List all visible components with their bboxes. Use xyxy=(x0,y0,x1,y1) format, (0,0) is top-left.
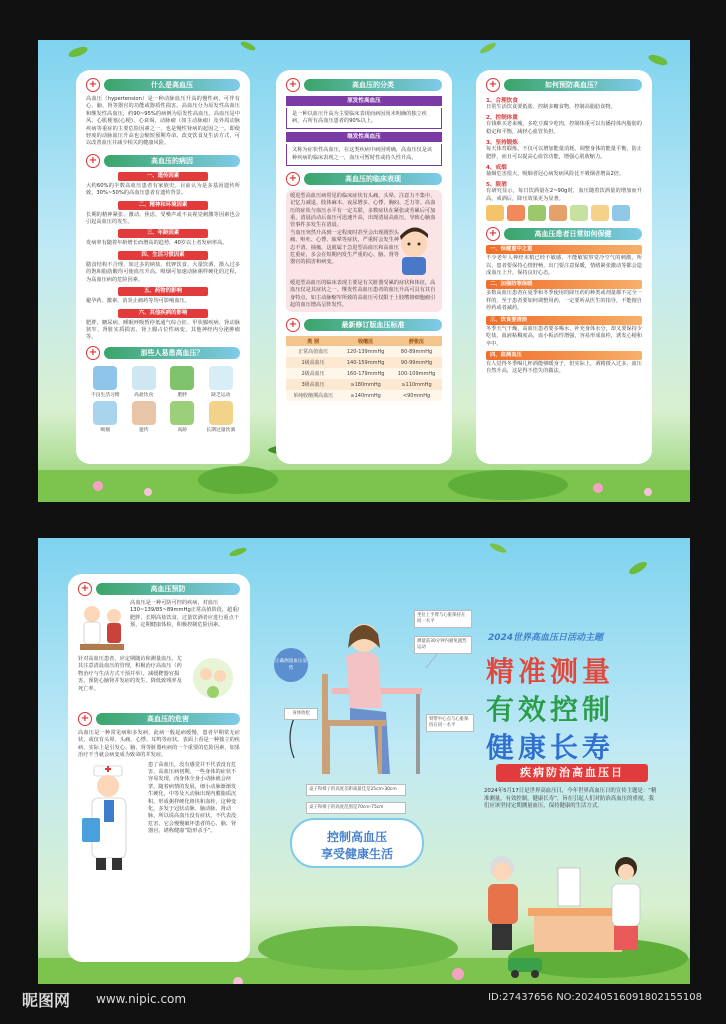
food-icon xyxy=(549,205,567,221)
daily-tag: 二、加强防寒保暖 xyxy=(486,280,642,289)
table-row: 1级高血压 140-159mmHg 90-99mmHg xyxy=(286,357,442,368)
cause-tag: 五、药物的影响 xyxy=(118,287,208,296)
risk-item: 不良生活习惯 xyxy=(88,366,123,398)
secondary-text: 又称为症状性高血压，在这类疾病中病因明确，高血压仅是该种疾病的临床表现之一，血压可暂时性或持久性升高。 xyxy=(286,144,442,165)
risk-item: 缺乏运动 xyxy=(204,366,239,398)
obesity-icon xyxy=(170,366,194,390)
brochure-outside-page xyxy=(38,538,690,1000)
prevent-text: 有钱难买老来瘦，多吃豆腐少吃肉，控制体重可以有播持体内脂肪的稳定和平衡，减轻心血管负担。 xyxy=(486,121,642,135)
posture-note: 桌子和椅子的高度范围是70cm-75cm xyxy=(306,802,406,814)
risk-item: 遗传 xyxy=(127,401,162,433)
watermark-logo: 昵图网 xyxy=(22,991,71,1010)
section-header xyxy=(286,172,442,186)
daily-text: 冬季天气干燥，高血压患者要多喝水，补充身体水分，却又要保持少吃盐，血液粘稠度高，血小板活性增强，容易形成血栓，诱发心梗和卒中。 xyxy=(486,325,642,347)
medical-cross-icon: + xyxy=(86,154,100,168)
prevent-text: 日常生活饮食要低盐、控制多糖食物，控制高脂肪食物。 xyxy=(486,104,616,110)
cause-tag: 三、年龄因素 xyxy=(118,229,208,238)
slogan-line: 控制高血压 xyxy=(326,830,387,844)
cause-tag: 二、精神和环境因素 xyxy=(118,201,208,210)
cover-ribbon: 疾病防治高血压日 xyxy=(496,764,648,782)
healthy-life-illustration xyxy=(186,656,240,704)
daily-text: 多数高血压患者在夏季和冬季使用的降压药的种类或剂量都不完全一样的，至于患者要如何调整用药，一定要听从医生的指导，不能擅自停药或者减药。 xyxy=(486,290,642,312)
section-title: 如何预防高血压？ xyxy=(504,79,642,91)
cover-title-3: 健康长寿 xyxy=(486,731,615,764)
food-icon xyxy=(486,205,504,221)
section-header xyxy=(86,346,240,360)
daily-tag: 四、监测血压 xyxy=(486,351,642,360)
posture-note: 坐位上手臂与心脏保持在同一水平 xyxy=(414,610,472,628)
section-title: 最新修订版血压标准 xyxy=(304,319,442,331)
prevention-row xyxy=(68,600,250,654)
section-title: 高血压患者日常如何保健 xyxy=(504,228,642,240)
cause-text: 膳食结构不合理，如过多的钠盐、低钾饮食、大量饮酒、摄入过多的饱和脂肪酸均可使血压升高。吸烟可加速动脉粥样硬化的过程，为高血压病的危险因素。 xyxy=(86,261,240,283)
medical-cross-icon: + xyxy=(286,318,300,332)
cover-intro: 2024年5月17日是世界高血压日，今年世界高血压日的宣传主题是：“精准测量，有效控制，健康长寿”，旨在引起人们对防治高血压的重视，我们应该坚持定期测量血压，保持健康的生活方式。 xyxy=(484,788,657,810)
food-icon xyxy=(612,205,630,221)
harm-text: 高血压是一种常见病和多发病，此病一般起病缓慢，患者早期常无症状，或仅有头晕、头痛、心悸、耳鸣等症状。表面上看是一种独立的疾病，实际上是引发心、脑、肾等脏器疾病的一个重要的危险因素，如果治疗不当就会病变成为致命的并发症。 xyxy=(78,730,240,759)
table-row: 单纯收缩期高血压 ≥140mmHg <90mmHg xyxy=(286,390,442,401)
daily-tag: 三、饮食要清淡 xyxy=(486,316,642,325)
slogan-line: 享受健康生活 xyxy=(320,847,393,861)
risk-item: 肥胖 xyxy=(165,366,200,398)
section-title: 什么是高血压 xyxy=(104,79,240,91)
risk-item: 长期过量饮酒 xyxy=(204,401,239,433)
sick-boy-illustration xyxy=(290,230,438,280)
cause-text: 大约60%的半数高血压患者有家族史。目前认为是多基因遗传所致，30%~50%的高血压患者有遗传背景。 xyxy=(86,182,240,197)
harm-text: 患了高血压，没有感觉并不代表没有危害，高血压病初期，一些身体的症状不容易发现，而身体全身小动脉就会痉挛，随着病情的发展，细小动脉渐渐发生硬化，中等及大动脉出现内膜脂质沉积，形成粥样硬化斑块和血栓，这种变化，多发于冠状动脉、脑动脉、肾动脉，所以说高血压没有症状，不代表没危害，它会慢慢破坏患者的心、脑、肾器官，堪称健康“隐形杀手”。 xyxy=(148,761,237,835)
risk-item: 高盐饮食 xyxy=(127,366,162,398)
section-title: 那些人易患高血压？ xyxy=(104,347,240,359)
habit-icon xyxy=(93,366,117,390)
cause-text: 避孕药、激素、消炎止痛药等均可影响血压。 xyxy=(86,298,190,305)
cause-tag: 六、其他疾病的影响 xyxy=(118,309,208,318)
table-header-row: 类 别 收缩压 舒张压 xyxy=(286,336,442,346)
brochure-inside-page xyxy=(38,40,690,502)
prevent-text: 抽烟危害很大，吸烟者冠心病发病风险比不吸烟者增高2倍。 xyxy=(486,171,625,178)
cause-text: 发病率有随着年龄增长而增高的趋势，40岁以上者发病率高。 xyxy=(86,240,228,247)
food-icon xyxy=(528,205,546,221)
medical-cross-icon: + xyxy=(86,78,100,92)
food-icon xyxy=(591,205,609,221)
primary-head: 原发性高血压 xyxy=(286,96,442,106)
medical-cross-icon: + xyxy=(286,78,300,92)
panel-what-is-hypertension xyxy=(76,70,250,464)
alcohol-icon xyxy=(209,401,233,425)
table-row: 3级高血压 ≥180mmHg ≥110mmHg xyxy=(286,379,442,390)
elderly-icon xyxy=(170,401,194,425)
posture-note: 测量前30分钟内避免剧烈运动 xyxy=(414,636,472,654)
medical-cross-icon: + xyxy=(78,582,92,596)
section-title: 高血压的病因 xyxy=(104,155,240,167)
food-icon xyxy=(570,205,588,221)
bp-standard-table xyxy=(286,336,442,401)
secondary-head: 继发性高血压 xyxy=(286,132,442,142)
sick-boy-icon xyxy=(392,224,438,276)
section-header xyxy=(86,78,240,92)
table-row: 正常高值血压 120-139mmHg 80-89mmHg xyxy=(286,346,442,357)
prevent-text: 每天体育锻炼，不仅可以增加能量消耗，调整身体的能量平衡，防止肥胖，而且可以提高心血管功能，增强心肌收缩力。 xyxy=(486,146,642,160)
daily-text: 有人觉得冬季喝几杯酒能够暖身子，但实际上，酒精摄入过多，血压自然升高，这是得不偿失的做法。 xyxy=(486,360,642,375)
no-exercise-icon xyxy=(209,366,233,390)
section-header xyxy=(78,582,240,596)
smoking-icon xyxy=(93,401,117,425)
prevent-tag: 5、限酒 xyxy=(486,182,507,189)
section-header xyxy=(86,154,240,168)
prevention-row xyxy=(68,654,250,704)
section-title: 高血压的分类 xyxy=(304,79,442,91)
prevention-text: 高血压是一种可防可控的疾病，对血压130~139/85~89mmHg正常高值阶段，超重/肥胖，长期高盐饮食，过量饮酒者应进行重点干预，定期健康体检，积极控制危险因素。 xyxy=(130,600,240,629)
daily-text: 不少老年人神经末梢已经不敏感，不能敏锐察觉冷空气的刺激，所以，患者要保持心情舒畅，出门要注意保暖，情绪紧张激动等都会造成血压上升，保持良好心态。 xyxy=(486,255,642,277)
watermark-bar xyxy=(0,984,726,1024)
section-title: 高血压预防 xyxy=(96,583,240,595)
table-row: 2级高血压 160-179mmHg 100-109mmHg xyxy=(286,368,442,379)
posture-note: 桌子和椅子的高度差距离最佳是25cm-30cm xyxy=(306,784,406,796)
prevention-text: 针对高血压患者，应定期随访和测量血压，尤其注意清晨血压的管理，积极治疗高血压（药物治疗与生活方式干预并举），减缓靶器官损害，预防心脑肾并发症的发生，降低致残率及死亡率。 xyxy=(78,656,182,692)
panel-classification xyxy=(276,70,452,464)
posture-badge: 正确测量血压姿势 xyxy=(274,648,308,682)
prevent-tag: 3、坚持锻炼 xyxy=(486,140,518,147)
posture-note: 臂带中心点与心脏保持在同一水平 xyxy=(426,714,474,732)
medical-cross-icon: + xyxy=(286,172,300,186)
posture-note: 身体放松 xyxy=(284,708,318,720)
medical-cross-icon: + xyxy=(486,78,500,92)
watermark-id: ID:27437656 NO:20240516091802155108 xyxy=(488,992,702,1003)
risk-item: 吸烟 xyxy=(88,401,123,433)
cover-title-2: 有效控制 xyxy=(486,693,615,726)
clinical-text: 当血压突然升高到一定程度时甚至会出现剧烈头痛、呕吐、心悸、眩晕等症状，严重时会发生神志不清、抽搐，这就属于急进型高血压和高血压危重症，多会在短期内发生严重的心、脑、肾等器官的损害和病变。 xyxy=(290,229,399,266)
section-header xyxy=(486,78,642,92)
salt-icon xyxy=(132,366,156,390)
food-icon-row xyxy=(476,203,652,223)
clinical-box xyxy=(286,190,442,313)
section-title: 高血压的危害 xyxy=(96,713,240,725)
harm-row xyxy=(68,760,250,874)
doctor-patient-illustration xyxy=(78,600,126,654)
section-header xyxy=(286,318,442,332)
risk-item: 高龄 xyxy=(165,401,200,433)
cover-theme: 2024世界高血压日活动主题 xyxy=(488,633,604,643)
section-header xyxy=(486,227,642,241)
section-title: 高血压的临床表现 xyxy=(304,173,442,185)
clinical-text: 缓进型高血压的临床表现主要是有关脏器受累的症状和体征，高血压仅是其症状之一。继发性高血压患者的血压升高可具有其自身特点，如主动脉缩窄所致的高血压可仅限于上肢嗜铬细胞瘤引起的血压增高呈阵发性。 xyxy=(290,279,436,309)
cause-text: 长期的精神紧张、激动、焦虑，受噪声或不良视觉刺激等因素也会引起高血压的发生。 xyxy=(86,211,240,226)
clinical-text: 缓进型高血压病常见的临床症状有头痛、头晕、注意力不集中、记忆力减退、肢体麻木、夜尿增多、心悸、胸闷、乏力等。高血压的症状与血压水平有一定关联，多数症状在紧张或劳累后可加重，清晨活动后血压可迅速升高，出现清晨高血压，导致心脑血管事件多发生在清晨。 xyxy=(290,192,436,229)
doctor-illustration xyxy=(78,762,144,872)
slogan-cloud xyxy=(290,818,424,868)
heredity-icon xyxy=(132,401,156,425)
medical-cross-icon: + xyxy=(86,346,100,360)
food-icon xyxy=(507,205,525,221)
panel-prevention-harm xyxy=(68,574,250,962)
doctor-measuring-illustration xyxy=(458,838,668,968)
section-header xyxy=(286,78,442,92)
prevent-tag: 2、控制体重 xyxy=(486,115,518,122)
medical-cross-icon: + xyxy=(486,227,500,241)
section-header xyxy=(78,712,240,726)
prevent-tag: 4、戒烟 xyxy=(486,165,507,172)
panel-prevention xyxy=(476,70,652,464)
cause-text: 肥胖、糖尿病、睡眠呼吸暂停低通气综合征、甲状腺疾病、肾动脉狭窄、肾脏实质损害、肾上腺占位性病变、其他神经内分泌肿瘤等。 xyxy=(86,319,240,341)
primary-text: 是一种以血压升高为主要临床表现而病因尚未明确的独立疾病，占所有高血压患者的90%以上。 xyxy=(286,108,442,129)
daily-tag: 一、保健重中之重 xyxy=(486,245,642,254)
prevent-text: 有研究显示，每日饮酒量在2~90g时，血压随着饮酒量的增加而升高，戒酒后，降压效果更为显著。 xyxy=(486,188,642,202)
watermark-url: www.nipic.com xyxy=(96,992,187,1006)
cause-tag: 四、生活习惯因素 xyxy=(118,251,208,260)
cover-title-1: 精准测量 xyxy=(486,655,615,688)
risk-group-grid xyxy=(76,364,250,435)
prevent-tag: 1、合理饮食 xyxy=(486,98,518,104)
medical-cross-icon: + xyxy=(78,712,92,726)
what-text: 高血压（hypertension）是一种动脉血压升高的慢性病，可伴有心、脑、肾等器官的功能或器质性损害。高血压分为原发性高血压和继发性高血压，约90~95%的病例为原发性高血压。高血压是中风、心肌梗塞(心梗)、心衰竭、动脉瘤（如主动脉瘤）及外周动脉疾病等重症的主要危险因素之一，也是慢性肾病的起因之一。即使轻度的动脉血压升高也会缩短预期寿命。改变饮食及生活方式，可以改善血压并减少相关的健康风险。 xyxy=(86,96,240,147)
cause-tag: 一、遗传因素 xyxy=(118,172,208,181)
